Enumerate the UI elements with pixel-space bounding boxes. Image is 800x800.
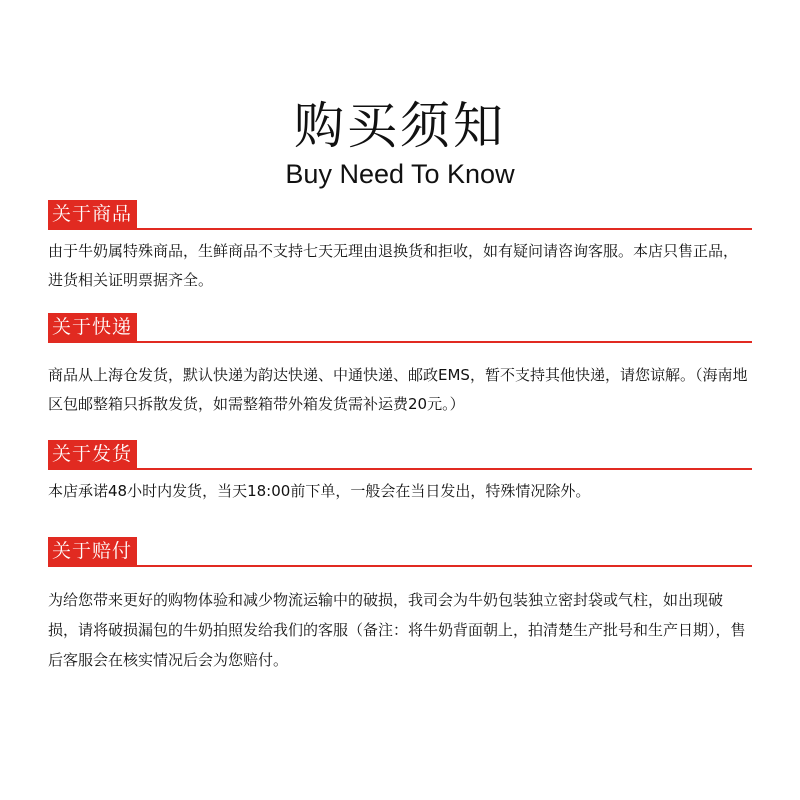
section-text: 本店承诺48小时内发货，当天18:00前下单，一般会在当日发出，特殊情况除外。 — [48, 482, 591, 500]
page-subtitle: Buy Need To Know — [285, 159, 515, 189]
section-text: 商品从上海仓发货，默认快递为韵达快递、中通快递、邮政EMS，暂不支持其他快递，请您谅解。（海南地区包邮整箱只拆散发货，如需整箱带外箱发货需补运费20元。） — [48, 366, 748, 413]
section-tag: 关于赔付 — [48, 537, 137, 566]
section-divider — [48, 565, 752, 567]
section-divider — [48, 228, 752, 230]
section-text: 为给您带来更好的购物体验和减少物流运输中的破损，我司会为牛奶包装独立密封袋或气柱，如出现破损，请将破损漏包的牛奶拍照发给我们的客服（备注：将牛奶背面朝上，拍清楚生产批号和生产日期），售后客服会在核实情况后会为您赔付。 — [48, 591, 746, 669]
section-shipping — [48, 440, 752, 506]
section-divider — [48, 468, 752, 470]
section-tag: 关于商品 — [48, 200, 137, 229]
section-header — [48, 313, 752, 342]
page-title: 购买须知 — [294, 97, 506, 155]
section-header — [48, 440, 752, 469]
section-product — [48, 200, 752, 295]
section-divider — [48, 341, 752, 343]
section-compensation — [48, 537, 752, 675]
section-tag: 关于快递 — [48, 313, 137, 342]
section-text: 由于牛奶属特殊商品，生鲜商品不支持七天无理由退换货和拒收，如有疑问请咨询客服。本店只售正品，进货相关证明票据齐全。 — [48, 242, 739, 289]
section-delivery — [48, 313, 752, 419]
section-header — [48, 200, 752, 229]
page-header — [0, 95, 800, 191]
section-header — [48, 537, 752, 566]
section-tag: 关于发货 — [48, 440, 137, 469]
